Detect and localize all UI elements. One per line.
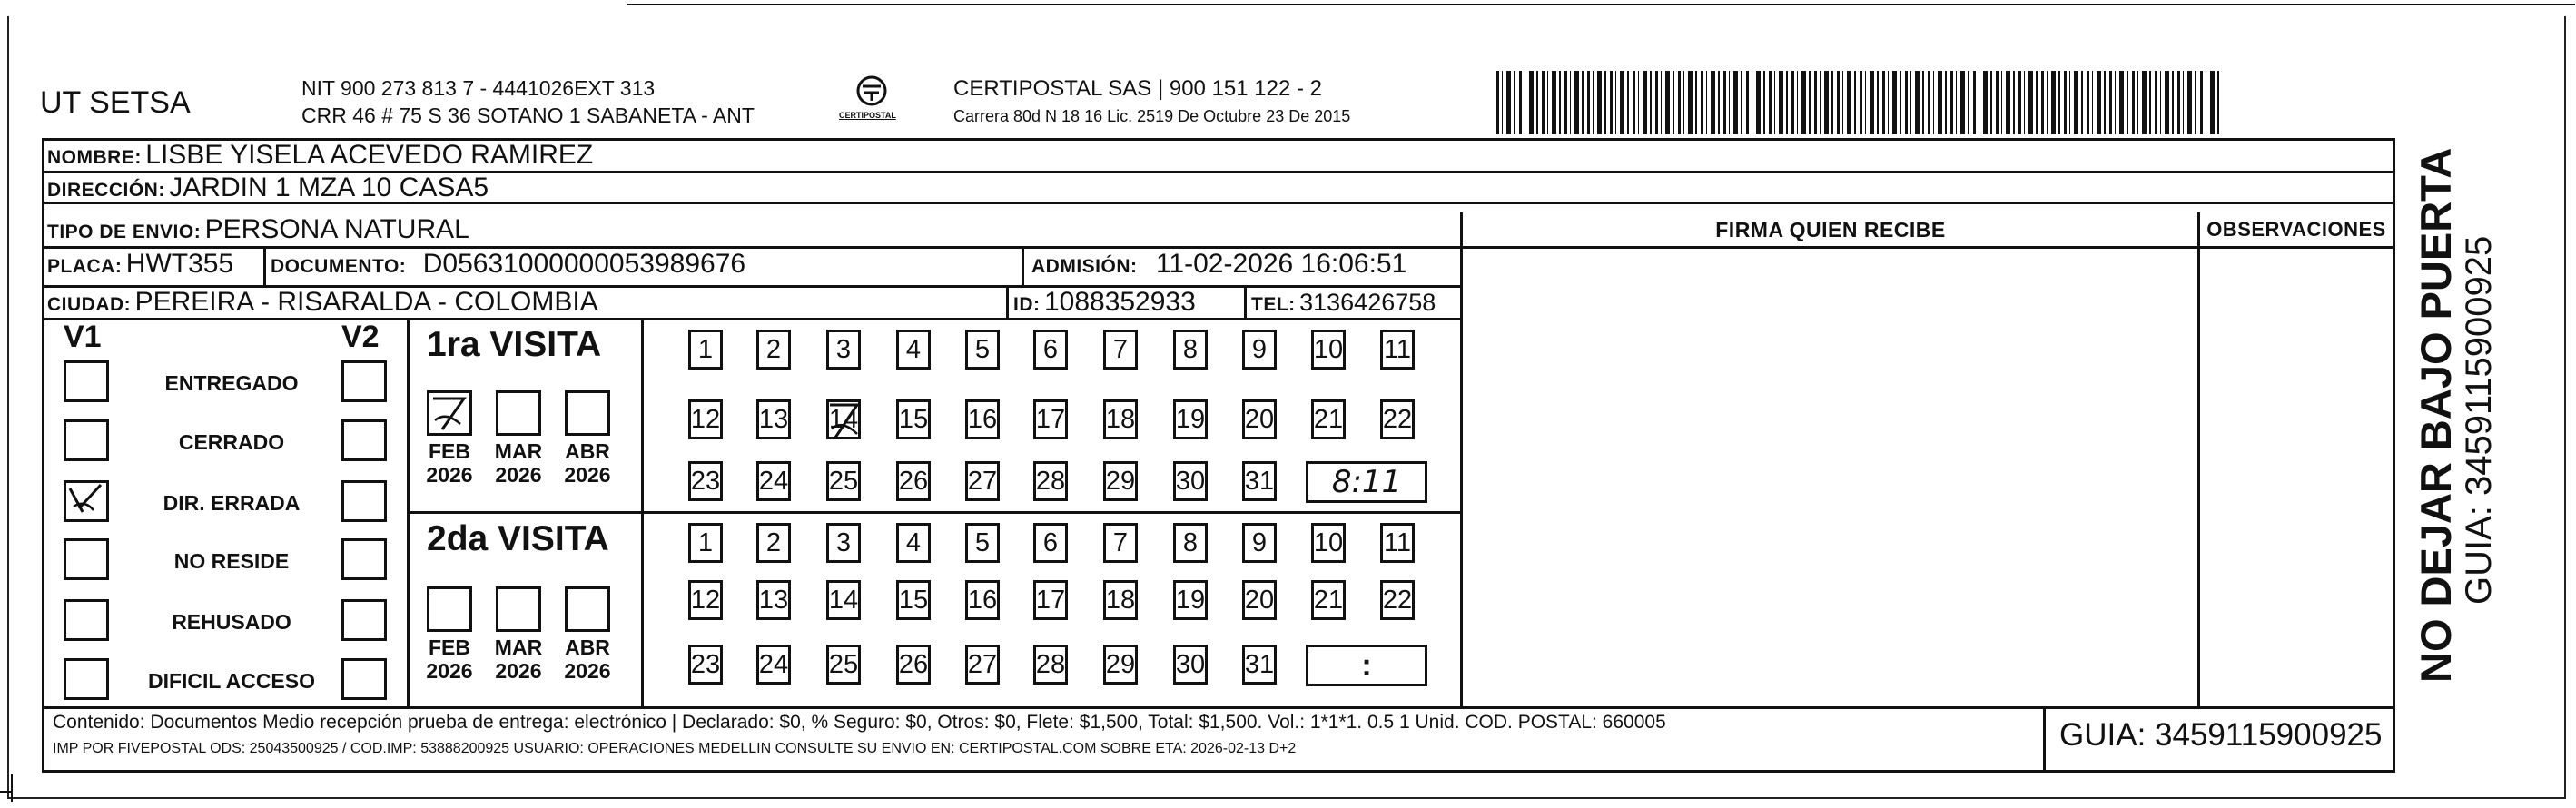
month-checkbox-mar[interactable] <box>496 586 541 632</box>
ciudad-field <box>47 287 598 318</box>
month-label: FEB <box>429 439 470 463</box>
day-box[interactable]: 1 <box>688 330 723 370</box>
id-label: ID: <box>1013 294 1041 315</box>
day-box[interactable]: 11 <box>1380 330 1415 370</box>
v2-checkbox[interactable] <box>341 538 387 580</box>
month-label: MAR <box>494 636 543 659</box>
day-box[interactable]: 26 <box>896 461 931 501</box>
direccion-value: JARDIN 1 MZA 10 CASA5 <box>169 172 489 202</box>
crop-mark-left-vertical <box>11 774 13 802</box>
admision-label: ADMISIÓN: <box>1031 256 1138 277</box>
v2-checkbox[interactable] <box>341 360 387 402</box>
day-box[interactable]: 15 <box>896 580 931 620</box>
day-box[interactable]: 7 <box>1103 330 1138 370</box>
day-box[interactable]: 26 <box>896 645 931 685</box>
time-field[interactable] <box>1306 461 1427 503</box>
day-box[interactable]: 22 <box>1380 399 1415 439</box>
month-checkbox-abr[interactable] <box>565 390 610 436</box>
day-box[interactable]: 9 <box>1242 523 1277 563</box>
contenido-text: Contenido: Documentos Medio recepción prueba de entrega: electrónico | Declarado: $0, % Seguro: $0, Otros: $0, Flete: $1,500, Total: $1,500. Vol.: 1*1*1. 0.5 1 Unid. COD. POSTAL: 660005 <box>53 712 1666 733</box>
month-label: MAR <box>494 439 543 463</box>
status-label: DIFICIL ACCESO <box>147 669 315 693</box>
logo-caption: CERTIPOSTAL <box>839 111 896 120</box>
day-box[interactable]: 18 <box>1103 399 1138 439</box>
day-box[interactable]: 23 <box>688 645 723 685</box>
nombre-field <box>47 140 593 171</box>
day-box[interactable]: 17 <box>1033 399 1068 439</box>
tel-field <box>1251 289 1436 317</box>
day-box[interactable]: 31 <box>1242 461 1277 501</box>
day-box[interactable]: 25 <box>826 461 861 501</box>
day-box[interactable]: 10 <box>1311 523 1346 563</box>
day-box[interactable]: 24 <box>756 461 791 501</box>
status-label: NO RESIDE <box>173 549 290 573</box>
month-checkbox-mar[interactable] <box>496 390 541 436</box>
day-box[interactable]: 28 <box>1033 645 1068 685</box>
tel-label: TEL: <box>1251 294 1296 315</box>
certipostal-logo <box>834 73 910 129</box>
day-box[interactable]: 9 <box>1242 330 1277 370</box>
year-label: 2026 <box>495 659 542 683</box>
day-box[interactable]: 19 <box>1173 580 1208 620</box>
day-box[interactable]: 4 <box>896 330 931 370</box>
month-label: ABR <box>565 439 610 463</box>
placa-value: HWT355 <box>125 249 234 279</box>
month-label: ABR <box>565 636 610 659</box>
day-box[interactable]: 3 <box>826 523 861 563</box>
status-label: REHUSADO <box>172 610 291 634</box>
admision-field <box>1031 249 1406 280</box>
id-field <box>1013 287 1196 318</box>
tipo-envio-field <box>47 214 469 245</box>
day-box[interactable]: 23 <box>688 461 723 501</box>
side-warning: NO DEJAR BAJO PUERTA <box>2412 147 2460 683</box>
day-box[interactable]: 17 <box>1033 580 1068 620</box>
day-box[interactable]: 15 <box>896 399 931 439</box>
ciudad-label: CIUDAD: <box>47 294 132 315</box>
day-box[interactable]: 10 <box>1311 330 1346 370</box>
day-box[interactable]: 5 <box>965 523 1000 563</box>
day-box[interactable]: 22 <box>1380 580 1415 620</box>
v1-checkbox[interactable] <box>64 538 109 580</box>
day-box[interactable]: 13 <box>756 399 791 439</box>
v1-checkbox[interactable] <box>64 599 109 641</box>
second-visit-title: 2da VISITA <box>427 519 609 558</box>
month-checkbox-feb[interactable] <box>427 586 472 632</box>
v1-header: V1 <box>64 320 102 354</box>
time-value: : <box>1361 647 1372 683</box>
day-box[interactable]: 14 <box>826 399 861 439</box>
day-box[interactable]: 30 <box>1173 645 1208 685</box>
placa-field <box>47 249 233 280</box>
day-box[interactable]: 18 <box>1103 580 1138 620</box>
tipo-envio-label: TIPO DE ENVIO: <box>47 222 202 242</box>
ciudad-value: PEREIRA - RISARALDA - COLOMBIA <box>134 287 598 317</box>
imp-text: IMP POR FIVEPOSTAL ODS: 25043500925 / COD.IMP: 53888200925 USUARIO: OPERACIONES MEDELLIN CONSULTE SU ENVIO EN: CERTIPOSTAL.COM SOBRE ETA: 2026-02-13 D+2 <box>53 741 1297 756</box>
day-box[interactable]: 19 <box>1173 399 1208 439</box>
day-box[interactable]: 7 <box>1103 523 1138 563</box>
day-box[interactable]: 5 <box>965 330 1000 370</box>
address-line: CRR 46 # 75 S 36 SOTANO 1 SABANETA - ANT <box>301 103 755 127</box>
nit-line: NIT 900 273 813 7 - 4441026EXT 313 <box>301 76 656 100</box>
year-label: 2026 <box>564 463 611 487</box>
day-box[interactable]: 27 <box>965 645 1000 685</box>
direccion-label: DIRECCIÓN: <box>47 180 165 201</box>
month-label: FEB <box>429 636 470 659</box>
id-value: 1088352933 <box>1043 287 1196 317</box>
day-box[interactable]: 27 <box>965 461 1000 501</box>
year-label: 2026 <box>564 659 611 683</box>
month-checkbox-feb[interactable] <box>427 390 472 436</box>
v2-checkbox[interactable] <box>341 419 387 461</box>
day-box[interactable]: 31 <box>1242 645 1277 685</box>
day-box[interactable]: 14 <box>826 580 861 620</box>
year-label: 2026 <box>426 463 473 487</box>
v1-checkbox[interactable] <box>64 658 109 700</box>
direccion-field <box>47 172 489 203</box>
placa-label: PLACA: <box>47 256 123 277</box>
documento-label: DOCUMENTO: <box>271 256 407 277</box>
company-name: UT SETSA <box>40 85 191 120</box>
observaciones-header: OBSERVACIONES <box>2206 218 2386 241</box>
day-box[interactable]: 1 <box>688 523 723 563</box>
year-label: 2026 <box>426 659 473 683</box>
day-box[interactable]: 21 <box>1311 399 1346 439</box>
time-value: 8:11 <box>1331 464 1402 500</box>
admision-value: 11-02-2026 16:06:51 <box>1155 249 1407 279</box>
month-checkbox-abr[interactable] <box>565 586 610 632</box>
day-box[interactable]: 12 <box>688 580 723 620</box>
top-edge <box>627 4 2575 5</box>
v1-checkbox[interactable] <box>64 419 109 461</box>
barcode <box>1496 71 2223 134</box>
certipostal-name: CERTIPOSTAL SAS | 900 151 122 - 2 <box>953 76 1322 101</box>
status-label: ENTREGADO <box>164 371 299 395</box>
day-box[interactable]: 12 <box>688 399 723 439</box>
nombre-label: NOMBRE: <box>47 147 142 168</box>
v2-checkbox[interactable] <box>341 480 387 522</box>
time-field[interactable] <box>1306 645 1427 686</box>
day-box[interactable]: 20 <box>1242 580 1277 620</box>
documento-field <box>271 249 745 280</box>
first-visit-title: 1ra VISITA <box>427 325 602 364</box>
day-box[interactable]: 8 <box>1173 330 1208 370</box>
day-box[interactable]: 29 <box>1103 461 1138 501</box>
nombre-value: LISBE YISELA ACEVEDO RAMIREZ <box>145 140 594 170</box>
day-box[interactable]: 28 <box>1033 461 1068 501</box>
day-box[interactable]: 2 <box>756 330 791 370</box>
day-box[interactable]: 2 <box>756 523 791 563</box>
day-box[interactable]: 11 <box>1380 523 1415 563</box>
tipo-envio-value: PERSONA NATURAL <box>204 214 469 244</box>
documento-value: D05631000000053989676 <box>422 249 746 279</box>
day-box[interactable]: 20 <box>1242 399 1277 439</box>
year-label: 2026 <box>495 463 542 487</box>
day-box[interactable]: 3 <box>826 330 861 370</box>
v1-checkbox-marked[interactable] <box>64 480 109 522</box>
side-guia: GUIA: 3459115900925 <box>2459 235 2499 605</box>
day-box[interactable]: 8 <box>1173 523 1208 563</box>
v2-checkbox[interactable] <box>341 658 387 700</box>
day-box[interactable]: 16 <box>965 399 1000 439</box>
firma-header: FIRMA QUIEN RECIBE <box>1715 218 1946 241</box>
tel-value: 3136426758 <box>1299 289 1436 316</box>
day-box[interactable]: 29 <box>1103 645 1138 685</box>
day-box[interactable]: 24 <box>756 645 791 685</box>
status-label: DIR. ERRADA <box>163 491 301 515</box>
day-box[interactable]: 6 <box>1033 330 1068 370</box>
certipostal-license: Carrera 80d N 18 16 Lic. 2519 De Octubre 23 De 2015 <box>953 107 1351 125</box>
v2-checkbox[interactable] <box>341 599 387 641</box>
day-box[interactable]: 6 <box>1033 523 1068 563</box>
day-box[interactable]: 21 <box>1311 580 1346 620</box>
day-box[interactable]: 30 <box>1173 461 1208 501</box>
day-box[interactable]: 16 <box>965 580 1000 620</box>
v1-checkbox[interactable] <box>64 360 109 402</box>
status-label: CERRADO <box>178 430 285 454</box>
day-box[interactable]: 13 <box>756 580 791 620</box>
footer-guia: GUIA: 3459115900925 <box>2059 717 2383 753</box>
day-box[interactable]: 4 <box>896 523 931 563</box>
day-box[interactable]: 25 <box>826 645 861 685</box>
v2-header: V2 <box>341 320 380 354</box>
